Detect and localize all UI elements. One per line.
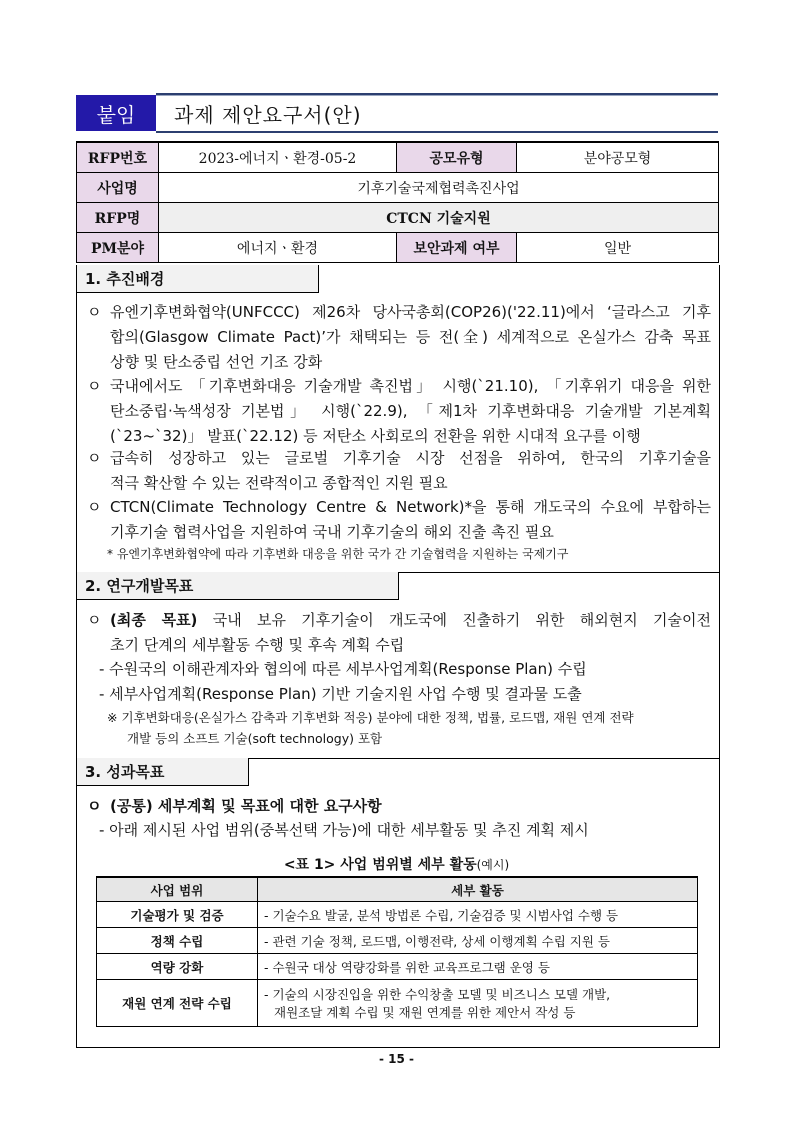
header-rule-bottom bbox=[156, 131, 718, 133]
text-line: 국내 보유 기후기술이 개도국에 진출하기 위한 해외현지 기술이전 bbox=[212, 611, 711, 629]
text-line: CTCN(Climate Technology Centre & Network)*을 통해 개도국의 수요에 부합하는 bbox=[110, 498, 711, 516]
column-header: 사업 범위 bbox=[97, 877, 258, 902]
activity-table bbox=[96, 876, 698, 1027]
bullet: ㅇ bbox=[87, 377, 102, 395]
section-1-title: 1. 추진배경 bbox=[77, 265, 319, 293]
caption-text: <표 1> 사업 범위별 세부 활동 bbox=[283, 857, 477, 873]
bullet: ㅇ bbox=[87, 303, 102, 321]
rfp-no-value: 2023-에너지ㆍ환경-05-2 bbox=[159, 142, 397, 173]
activity-cell: - 기술수요 발굴, 분석 방법론 수립, 기술검증 및 시범사업 수행 등 bbox=[258, 902, 698, 928]
text-line: 급속히 성장하고 있는 글로벌 기후기술 시장 선점을 위하여, 한국의 기후기술을 bbox=[110, 449, 711, 467]
section-1-item-3 bbox=[87, 446, 711, 496]
rfp-info-table bbox=[76, 141, 719, 263]
section-1-item-4 bbox=[87, 495, 711, 545]
section-2-sub-2: - 세부사업계획(Response Plan) 기반 기술지원 사업 수행 및 결과물 도출 bbox=[99, 685, 582, 703]
column-header: 세부 활동 bbox=[258, 877, 698, 902]
scope-cell: 정책 수립 bbox=[97, 928, 258, 954]
goal-label: (최종 목표) bbox=[110, 611, 198, 629]
section-2-sub-1: - 수원국의 이해관계자와 협의에 따른 세부사업계획(Response Plan) 수립 bbox=[99, 660, 587, 678]
text-line: 초기 단계의 세부활동 수행 및 후속 계획 수립 bbox=[110, 636, 405, 654]
section-1-note: * 유엔기후변화협약에 따라 기후변화 대응을 위한 국가 간 기술협력을 지원하는 국제기구 bbox=[107, 547, 569, 561]
scope-cell: 기술평가 및 검증 bbox=[97, 902, 258, 928]
text-line: 기후기술 협력사업을 지원하여 국내 기후기술의 해외 진출 촉진 필요 bbox=[110, 523, 554, 541]
bullet: ㅇ bbox=[87, 797, 102, 815]
pm-value: 에너지ㆍ환경 bbox=[159, 233, 397, 263]
security-label: 보안과제 여부 bbox=[397, 233, 517, 263]
activity-cell: - 관련 기술 정책, 로드맵, 이행전략, 상세 이행계획 수립 지원 등 bbox=[258, 928, 698, 954]
rfp-name-value: CTCN 기술지원 bbox=[159, 203, 719, 233]
caption-suffix: (예시) bbox=[476, 858, 510, 872]
type-label: 공모유형 bbox=[397, 142, 517, 173]
header-rule-thin bbox=[156, 95, 718, 96]
section-2-note-2: 개발 등의 소프트 기술(soft technology) 포함 bbox=[127, 731, 383, 746]
text-line: 국내에서도 「기후변화대응 기술개발 촉진법」 시행(`21.10), 「기후위기 대응을 위한 bbox=[110, 377, 711, 395]
scope-cell: 재원 연계 전략 수립 bbox=[97, 980, 258, 1027]
section-2-title: 2. 연구개발목표 bbox=[77, 572, 399, 600]
table-row bbox=[97, 954, 698, 980]
project-value: 기후기술국제협력촉진사업 bbox=[159, 173, 719, 203]
bullet: ㅇ bbox=[87, 611, 102, 629]
activity-line: 재원조달 계획 수립 및 재원 연계를 위한 제안서 작성 등 bbox=[274, 1005, 576, 1020]
table-row bbox=[97, 980, 698, 1027]
page-title: 과제 제안요구서(안) bbox=[174, 103, 362, 127]
activity-cell bbox=[258, 980, 698, 1027]
req-title: (공통) 세부계획 및 목표에 대한 요구사항 bbox=[110, 797, 382, 815]
page-header bbox=[76, 93, 718, 133]
pm-label: PM분야 bbox=[77, 233, 159, 263]
bullet: ㅇ bbox=[87, 449, 102, 467]
attachment-badge: 붙임 bbox=[76, 95, 156, 131]
rfp-no-label: RFP번호 bbox=[77, 142, 159, 173]
table-row bbox=[97, 902, 698, 928]
section-3-title: 3. 성과목표 bbox=[77, 758, 249, 786]
section-1-item-2 bbox=[87, 374, 711, 449]
text-line: 적극 확산할 수 있는 전략적이고 종합적인 지원 필요 bbox=[110, 474, 448, 492]
text-line: 탄소중립·녹색성장 기본법」 시행(`22.9), 「제1차 기후변화대응 기술개발 기본계획 bbox=[110, 402, 711, 420]
rfp-name-label: RFP명 bbox=[77, 203, 159, 233]
bullet: ㅇ bbox=[87, 498, 102, 516]
text-line: (`23~`32)」 발표(`22.12) 등 저탄소 사회로의 전환을 위한 시대적 요구를 이행 bbox=[110, 427, 641, 445]
text-line: 합의(Glasgow Climate Pact)’가 채택되는 등 전(全) 세계적으로 온실가스 감축 목표 bbox=[110, 328, 711, 346]
table-caption bbox=[0, 854, 793, 874]
text-line: 상향 및 탄소중립 선언 기조 강화 bbox=[110, 353, 323, 371]
section-2-note-1: ※ 기후변화대응(온실가스 감축과 기후변화 적응) 분야에 대한 정책, 법률, 로드맵, 재원 연계 전략 bbox=[107, 710, 634, 725]
type-value: 분야공모형 bbox=[517, 142, 719, 173]
section-3-sub: - 아래 제시된 사업 범위(중복선택 가능)에 대한 세부활동 및 추진 계획 제시 bbox=[99, 821, 589, 839]
security-value: 일반 bbox=[517, 233, 719, 263]
activity-cell: - 수원국 대상 역량강화를 위한 교육프로그램 운영 등 bbox=[258, 954, 698, 980]
text-line: 유엔기후변화협약(UNFCCC) 제26차 당사국총회(COP26)('22.11)에서 ‘글라스고 기후 bbox=[110, 303, 711, 321]
section-1-item-1 bbox=[87, 300, 711, 375]
project-label: 사업명 bbox=[77, 173, 159, 203]
scope-cell: 역량 강화 bbox=[97, 954, 258, 980]
table-row bbox=[97, 928, 698, 954]
section-2-goal bbox=[87, 608, 711, 658]
page-number: - 15 - bbox=[378, 1052, 414, 1066]
section-3-req bbox=[87, 794, 711, 819]
activity-line: - 기술의 시장진입을 위한 수익창출 모델 및 비즈니스 모델 개발, bbox=[264, 987, 611, 1002]
